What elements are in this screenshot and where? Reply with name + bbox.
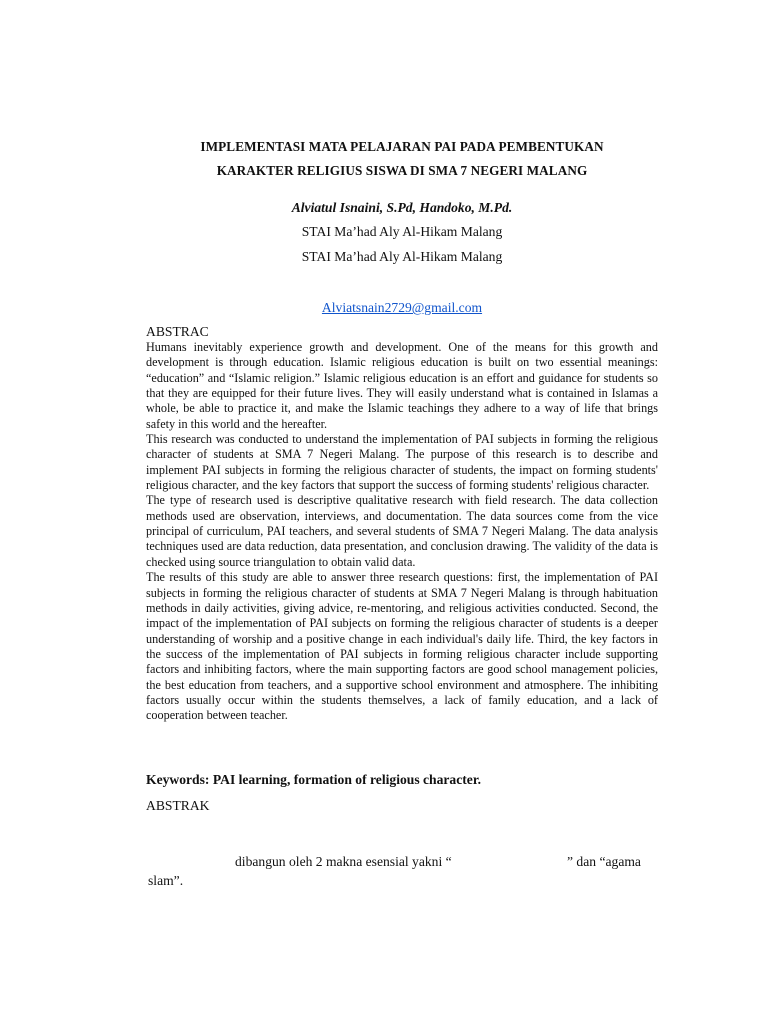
- abstract-body: [146, 340, 658, 724]
- keywords: Keywords: PAI learning, formation of religious character.: [146, 772, 482, 787]
- abstrak-heading: ABSTRAK: [146, 798, 210, 813]
- affiliation-1: STAI Ma’had Aly Al-Hikam Malang: [301, 224, 503, 239]
- abstrak-fragment-3: slam”.: [148, 873, 184, 888]
- abstract-paragraph: This research was conducted to understand the implementation of PAI subjects in forming the religious character of students at SMA 7 Negeri Malang. The purpose of this research is to describe and implement PAI subjects in forming the religious character of students, the impact on forming students' religious character, and the key factors that support the success of forming students' religious character.: [146, 432, 658, 493]
- abstract-paragraph: The type of research used is descriptive qualitative research with field research. The data collection methods used are observation, interviews, and documentation. The data sources come from the vice principal of curriculum, PAI teachers, and several students of SMA 7 Negeri Malang. The data analysis techniques used are data reduction, data presentation, and conclusion drawing. The validity of the data is checked using source triangulation to obtain valid data.: [146, 493, 658, 569]
- affiliation-2: STAI Ma’had Aly Al-Hikam Malang: [301, 249, 503, 264]
- paper-authors: Alviatul Isnaini, S.Pd, Handoko, M.Pd.: [291, 200, 513, 215]
- abstract-paragraph: Humans inevitably experience growth and development. One of the means for this growth and development is through education. Islamic religious education is built on two essential meanings: “education” and “Islamic religion.” Islamic religious education is an effort and guidance for students so that they are equipped for their future lives. They will easily understand what is contained in Islamas a whole, be able to practice it, and make the Islamic teachings they adhere to a way of life that brings safety in this world and the hereafter.: [146, 340, 658, 431]
- abstrak-fragment-2: ” dan “agama: [567, 854, 641, 869]
- abstract-heading: ABSTRAC: [146, 324, 209, 339]
- abstract-paragraph: The results of this study are able to answer three research questions: first, the implementation of PAI subjects in forming the religious character of students at SMA 7 Negeri Malang is through habituation methods in daily activities, giving advice, re-mentoring, and religious activities conducted. Second, the impact of the implementation of PAI subjects on forming the religious character of students is a deeper understanding of worship and a positive change in each individual's daily life. Third, the key factors in the success of the implementation of PAI subjects in forming religious character include supporting factors and inhibiting factors, where the main supporting factors are good school management policies, the best education from teachers, and a supportive school environment and atmosphere. The inhibiting factors usually occur within the students themselves, a lack of family education, and a lack of cooperation between teacher.: [146, 570, 658, 723]
- abstrak-fragment-1: dibangun oleh 2 makna esensial yakni “: [235, 854, 452, 869]
- paper-title-line-1: IMPLEMENTASI MATA PELAJARAN PAI PADA PEMBENTUKAN: [200, 139, 604, 154]
- author-email-link[interactable]: Alviatsnain2729@gmail.com: [321, 300, 483, 315]
- paper-title-line-2: KARAKTER RELIGIUS SISWA DI SMA 7 NEGERI MALANG: [216, 163, 588, 178]
